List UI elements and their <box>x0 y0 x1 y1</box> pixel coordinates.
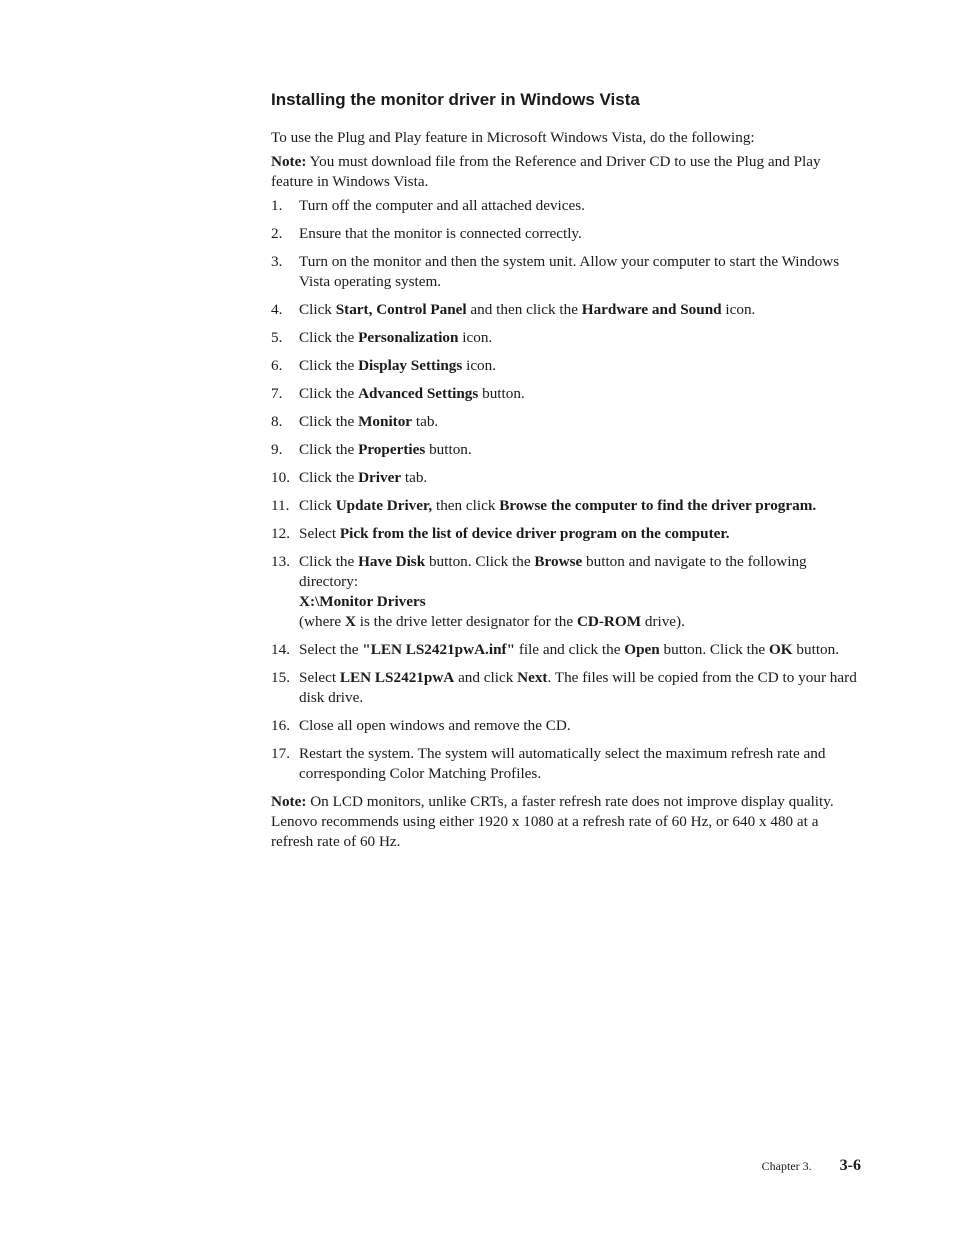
step-text <box>299 224 861 244</box>
step-text-run: file and click the <box>515 641 625 658</box>
step-text-run: button and navigate to the following directory: <box>299 553 807 590</box>
step-text-run: button. <box>478 385 525 402</box>
list-item <box>271 468 861 488</box>
step-text <box>299 440 861 460</box>
step-text-run: Click <box>299 301 336 318</box>
step-text-run: icon. <box>721 301 756 318</box>
step-text <box>299 524 861 544</box>
step-text-run: Click the <box>299 413 359 430</box>
step-number: 17. <box>271 745 290 762</box>
note-label: Note: <box>271 153 307 170</box>
step-text-run: tab. <box>412 413 439 430</box>
list-item <box>271 356 861 376</box>
step-text-run: Close all open windows and remove the CD. <box>299 717 571 734</box>
step-bold-text: X <box>344 613 356 630</box>
step-bold-text: "LEN LS2421pwA.inf" <box>362 641 516 658</box>
note-paragraph-1 <box>271 152 861 192</box>
list-item <box>271 412 861 432</box>
step-text-run: Ensure that the monitor is connected correctly. <box>299 225 582 242</box>
list-item <box>271 552 861 632</box>
step-text-run: drive). <box>641 613 685 630</box>
step-text <box>299 668 861 708</box>
footer-chapter: Chapter 3. <box>761 1159 812 1173</box>
step-number: 6. <box>271 357 283 374</box>
step-text-run: Restart the system. The system will automatically select the maximum refresh rate and corresponding Color Matching Profiles. <box>299 745 826 782</box>
step-bold-text: Properties <box>358 441 426 458</box>
step-text <box>299 744 861 784</box>
step-text-run: Select <box>299 525 340 542</box>
step-number: 1. <box>271 197 283 214</box>
step-text-run: Turn off the computer and all attached devices. <box>299 197 585 214</box>
step-text-run: button. <box>792 641 840 658</box>
step-number: 12. <box>271 525 290 542</box>
step-text-run: Click the <box>299 441 359 458</box>
step-text <box>299 552 861 632</box>
step-text <box>299 300 861 320</box>
step-text <box>299 496 861 516</box>
step-number: 13. <box>271 553 290 570</box>
list-item <box>271 224 861 244</box>
list-item <box>271 196 861 216</box>
step-text-run: icon. <box>462 357 497 374</box>
step-bold-text: Driver <box>358 469 402 486</box>
step-number: 5. <box>271 329 283 346</box>
step-bold-text: LEN LS2421pwA <box>339 669 455 686</box>
note-text: On LCD monitors, unlike CRTs, a faster refresh rate does not improve display quality. Lenovo recommends using either 1920 x 1080 at a refresh rate of 60 Hz, or 640 x 480 at a refresh rate of 60 Hz. <box>271 793 834 850</box>
step-text <box>299 716 861 736</box>
step-bold-text: X:\Monitor Drivers <box>299 593 426 610</box>
step-number: 8. <box>271 413 283 430</box>
step-number: 3. <box>271 253 283 270</box>
step-number: 11. <box>271 497 290 514</box>
step-text-run: Click the <box>299 553 359 570</box>
list-item <box>271 640 861 660</box>
step-text-run: and click <box>454 669 518 686</box>
step-text-run: is the drive letter designator for the <box>355 613 577 630</box>
step-text <box>299 468 861 488</box>
note-paragraph-2 <box>271 792 861 852</box>
step-text-run: tab. <box>401 469 428 486</box>
step-number: 7. <box>271 385 283 402</box>
step-text-run: . The files will be copied from the CD to your hard disk drive. <box>299 669 857 706</box>
step-text-run: Click <box>299 497 336 514</box>
step-number: 14. <box>271 641 290 658</box>
step-bold-text: Start, Control Panel <box>335 301 467 318</box>
list-item <box>271 716 861 736</box>
page-footer <box>762 1157 861 1175</box>
step-text-run: Click the <box>299 357 359 374</box>
step-text <box>299 412 861 432</box>
step-text <box>299 384 861 404</box>
step-number: 10. <box>271 469 290 486</box>
step-number: 9. <box>271 441 283 458</box>
list-item <box>271 328 861 348</box>
step-text <box>299 196 861 216</box>
step-bold-text: Monitor <box>358 413 413 430</box>
note-label: Note: <box>271 793 307 810</box>
step-number: 4. <box>271 301 283 318</box>
step-bold-text: Display Settings <box>358 357 463 374</box>
step-number: 15. <box>271 669 290 686</box>
list-item <box>271 252 861 292</box>
step-bold-text: Pick from the list of device driver program on the computer. <box>339 525 730 542</box>
step-text-run: Turn on the monitor and then the system unit. Allow your computer to start the Windows Vista operating system. <box>299 253 840 290</box>
step-bold-text: Next <box>517 669 548 686</box>
page-number: 3-6 <box>839 1157 861 1174</box>
step-text-run: button. <box>425 441 472 458</box>
intro-paragraph: To use the Plug and Play feature in Microsoft Windows Vista, do the following: <box>271 129 755 146</box>
step-text-run: and then click the <box>466 301 582 318</box>
list-item <box>271 384 861 404</box>
step-bold-text: Open <box>624 641 660 658</box>
step-bold-text: Browse the computer to find the driver program. <box>499 497 817 514</box>
step-text-run: Click the <box>299 385 359 402</box>
step-number: 2. <box>271 225 283 242</box>
step-text-run: Click the <box>299 469 359 486</box>
instruction-steps-list <box>271 196 861 792</box>
step-number: 16. <box>271 717 290 734</box>
step-text <box>299 356 861 376</box>
step-bold-text: Personalization <box>358 329 459 346</box>
step-text-run: Click the <box>299 329 359 346</box>
step-text-run: icon. <box>458 329 493 346</box>
note-text: You must download file from the Reference and Driver CD to use the Plug and Play feature in Windows Vista. <box>271 153 821 190</box>
step-text <box>299 252 861 292</box>
step-text-run: then click <box>432 497 500 514</box>
step-text <box>299 640 861 660</box>
step-bold-text: Have Disk <box>358 553 426 570</box>
step-text-run: button. Click the <box>659 641 769 658</box>
step-text <box>299 328 861 348</box>
list-item <box>271 524 861 544</box>
step-text-run: button. Click the <box>425 553 535 570</box>
step-bold-text: Hardware and Sound <box>581 301 722 318</box>
list-item <box>271 668 861 708</box>
list-item <box>271 744 861 784</box>
list-item <box>271 496 861 516</box>
step-text-run: (where <box>299 613 345 630</box>
step-text-run: Select <box>299 669 340 686</box>
step-bold-text: OK <box>768 641 793 658</box>
step-bold-text: Advanced Settings <box>358 385 479 402</box>
step-bold-text: CD-ROM <box>576 613 642 630</box>
step-bold-text: Browse <box>534 553 583 570</box>
list-item <box>271 300 861 320</box>
step-bold-text: Update Driver, <box>335 497 433 514</box>
step-text-run: Select the <box>299 641 363 658</box>
list-item <box>271 440 861 460</box>
section-heading: Installing the monitor driver in Windows Vista <box>271 90 640 109</box>
